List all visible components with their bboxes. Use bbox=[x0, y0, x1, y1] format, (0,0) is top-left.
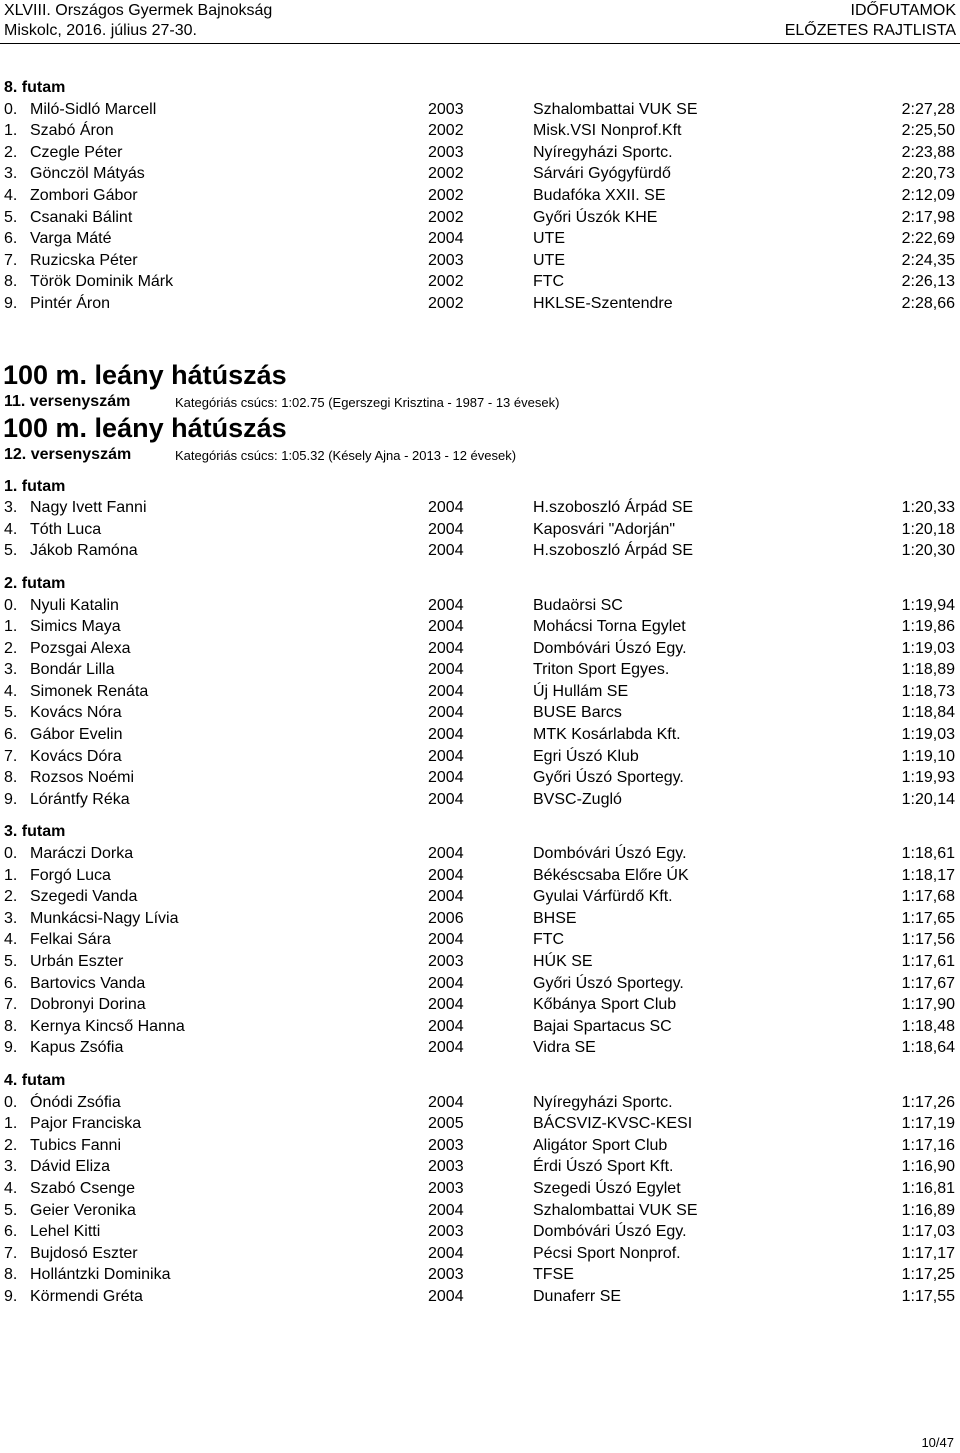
entry-time: 1:18,64 bbox=[901, 1039, 955, 1057]
table-row bbox=[0, 1243, 960, 1265]
table-row bbox=[0, 185, 960, 207]
venue-date: Miskolc, 2016. július 27-30. bbox=[4, 22, 197, 39]
birth-year: 2004 bbox=[428, 769, 464, 787]
lane-number: 1. bbox=[4, 1115, 18, 1133]
lane-number: 7. bbox=[4, 251, 18, 269]
swimmer-name: Zombori Gábor bbox=[30, 186, 138, 204]
birth-year: 2002 bbox=[428, 208, 464, 226]
lane-number: 0. bbox=[4, 596, 18, 614]
championship-title: XLVIII. Országos Gyermek Bajnokság bbox=[4, 2, 273, 19]
event-subtitle bbox=[0, 444, 960, 465]
lane-number: 3. bbox=[4, 661, 18, 679]
lane-number: 4. bbox=[4, 520, 18, 538]
lane-number: 9. bbox=[4, 790, 18, 808]
club-name: Vidra SE bbox=[533, 1039, 596, 1057]
table-row bbox=[0, 1135, 960, 1157]
event-title: 100 m. leány hátúszás bbox=[3, 359, 287, 390]
lane-number: 5. bbox=[4, 1201, 18, 1219]
entry-time: 1:17,67 bbox=[901, 974, 955, 992]
table-row bbox=[0, 1221, 960, 1243]
lane-number: 5. bbox=[4, 542, 18, 560]
birth-year: 2002 bbox=[428, 122, 464, 140]
entry-time: 1:17,26 bbox=[901, 1093, 955, 1111]
swimmer-name: Kapus Zsófia bbox=[30, 1039, 124, 1057]
lane-number: 0. bbox=[4, 1093, 18, 1111]
swimmer-name: Munkácsi-Nagy Lívia bbox=[30, 909, 179, 927]
table-row bbox=[0, 789, 960, 811]
birth-year: 2003 bbox=[428, 1266, 464, 1284]
swimmer-name: Körmendi Gréta bbox=[30, 1287, 143, 1305]
club-name: Győri Úszó Sportegy. bbox=[533, 974, 684, 992]
table-row bbox=[0, 767, 960, 789]
table-row bbox=[0, 843, 960, 865]
entry-time: 1:16,81 bbox=[901, 1179, 955, 1197]
birth-year: 2006 bbox=[428, 909, 464, 927]
birth-year: 2002 bbox=[428, 273, 464, 291]
birth-year: 2002 bbox=[428, 186, 464, 204]
club-name: Budafóka XXII. SE bbox=[533, 186, 666, 204]
lane-number: 5. bbox=[4, 208, 18, 226]
entry-time: 1:18,17 bbox=[901, 866, 955, 884]
heat-title: 8. futam bbox=[4, 79, 66, 96]
lane-number: 0. bbox=[4, 100, 18, 118]
entry-time: 1:20,33 bbox=[901, 499, 955, 517]
club-name: Dombóvári Úszó Egy. bbox=[533, 639, 687, 657]
lane-number: 6. bbox=[4, 230, 18, 248]
table-row bbox=[0, 250, 960, 272]
club-name: Kaposvári "Adorján" bbox=[533, 520, 676, 538]
entry-time: 2:23,88 bbox=[901, 143, 955, 161]
club-name: Pécsi Sport Nonprof. bbox=[533, 1244, 681, 1262]
entry-time: 1:16,90 bbox=[901, 1158, 955, 1176]
lane-number: 4. bbox=[4, 682, 18, 700]
table-row bbox=[0, 293, 960, 315]
entry-time: 2:17,98 bbox=[901, 208, 955, 226]
lane-number: 7. bbox=[4, 996, 18, 1014]
entry-time: 2:20,73 bbox=[901, 165, 955, 183]
lane-number: 5. bbox=[4, 953, 18, 970]
birth-year: 2004 bbox=[428, 230, 464, 248]
swimmer-name: Rozsos Noémi bbox=[30, 769, 135, 787]
event-number: 12. versenyszám bbox=[4, 445, 132, 463]
birth-year: 2003 bbox=[428, 1179, 464, 1197]
entry-time: 1:18,48 bbox=[901, 1017, 955, 1035]
entry-time: 1:19,86 bbox=[901, 618, 955, 636]
swimmer-name: Kovács Nóra bbox=[30, 704, 122, 722]
lane-number: 3. bbox=[4, 165, 18, 183]
table-row bbox=[0, 886, 960, 908]
table-row bbox=[0, 994, 960, 1016]
entry-time: 1:17,19 bbox=[901, 1115, 955, 1133]
club-name: BVSC-Zugló bbox=[533, 790, 622, 808]
swimmer-name: Kovács Dóra bbox=[30, 747, 122, 765]
swimmer-name: Dobronyi Dorina bbox=[30, 996, 146, 1014]
entry-time: 1:19,03 bbox=[901, 639, 955, 657]
swimmer-name: Hollántzki Dominika bbox=[30, 1266, 171, 1284]
entry-time: 1:20,30 bbox=[901, 542, 955, 560]
heat-title: 3. futam bbox=[4, 823, 66, 841]
birth-year: 2004 bbox=[428, 520, 464, 538]
table-row bbox=[0, 746, 960, 768]
lane-number: 2. bbox=[4, 143, 18, 161]
table-row bbox=[0, 681, 960, 703]
swimmer-name: Varga Máté bbox=[30, 230, 112, 248]
entry-time: 1:16,89 bbox=[901, 1201, 955, 1219]
table-row bbox=[0, 973, 960, 995]
entry-time: 2:25,50 bbox=[901, 122, 955, 140]
swimmer-name: Simics Maya bbox=[30, 618, 121, 636]
entry-time: 2:22,69 bbox=[901, 230, 955, 248]
birth-year: 2004 bbox=[428, 1287, 464, 1305]
club-name: UTE bbox=[533, 230, 565, 248]
lane-number: 9. bbox=[4, 294, 18, 312]
table-row bbox=[0, 951, 960, 973]
club-name: Dombóvári Úszó Egy. bbox=[533, 845, 687, 863]
table-row bbox=[0, 519, 960, 541]
swimmer-name: Ruzicska Péter bbox=[30, 251, 138, 269]
club-name: HÚK SE bbox=[533, 953, 593, 970]
birth-year: 2004 bbox=[428, 996, 464, 1014]
swimmer-name: Felkai Sára bbox=[30, 931, 111, 949]
lane-number: 8. bbox=[4, 1017, 18, 1035]
swimmer-name: Pajor Franciska bbox=[30, 1115, 142, 1133]
swimmer-name: Szabó Áron bbox=[30, 122, 114, 140]
club-name: Kőbánya Sport Club bbox=[533, 996, 677, 1014]
club-name: Nyíregyházi Sportc. bbox=[533, 1093, 673, 1111]
lane-number: 1. bbox=[4, 122, 18, 140]
entry-time: 1:20,14 bbox=[901, 790, 955, 808]
lane-number: 9. bbox=[4, 1287, 18, 1305]
entry-time: 1:17,61 bbox=[901, 953, 955, 970]
lane-number: 3. bbox=[4, 909, 18, 927]
swimmer-name: Kernya Kincső Hanna bbox=[30, 1017, 185, 1035]
entry-time: 1:19,93 bbox=[901, 769, 955, 787]
entry-time: 1:18,84 bbox=[901, 704, 955, 722]
entry-time: 1:19,10 bbox=[901, 747, 955, 765]
table-row bbox=[0, 99, 960, 121]
table-row bbox=[0, 1092, 960, 1114]
entry-time: 1:17,68 bbox=[901, 888, 955, 906]
lane-number: 6. bbox=[4, 726, 18, 744]
table-row bbox=[0, 228, 960, 250]
table-row bbox=[0, 1037, 960, 1059]
table-row bbox=[0, 659, 960, 681]
birth-year: 2004 bbox=[428, 596, 464, 614]
club-name: BUSE Barcs bbox=[533, 704, 622, 722]
swimmer-name: Bondár Lilla bbox=[30, 661, 115, 679]
table-row bbox=[0, 595, 960, 617]
page-number: 10/47 bbox=[921, 1435, 954, 1450]
birth-year: 2004 bbox=[428, 931, 464, 949]
event-header bbox=[0, 412, 960, 465]
birth-year: 2005 bbox=[428, 1115, 464, 1133]
table-row bbox=[0, 142, 960, 164]
birth-year: 2002 bbox=[428, 165, 464, 183]
event-header bbox=[0, 359, 960, 412]
birth-year: 2004 bbox=[428, 639, 464, 657]
lane-number: 4. bbox=[4, 1179, 18, 1197]
lane-number: 8. bbox=[4, 769, 18, 787]
birth-year: 2004 bbox=[428, 866, 464, 884]
club-name: Győri Úszó Sportegy. bbox=[533, 769, 684, 787]
entry-time: 1:18,89 bbox=[901, 661, 955, 679]
birth-year: 2004 bbox=[428, 618, 464, 636]
lane-number: 6. bbox=[4, 1223, 18, 1241]
entry-time: 1:17,17 bbox=[901, 1244, 955, 1262]
lane-number: 2. bbox=[4, 1136, 18, 1154]
club-name: FTC bbox=[533, 273, 565, 291]
club-name: FTC bbox=[533, 931, 565, 949]
entry-time: 2:24,35 bbox=[901, 251, 955, 269]
birth-year: 2004 bbox=[428, 1039, 464, 1057]
club-name: HKLSE-Szentendre bbox=[533, 294, 673, 312]
table-row bbox=[0, 929, 960, 951]
swimmer-name: Csanaki Bálint bbox=[30, 208, 133, 226]
heat-title: 4. futam bbox=[4, 1071, 66, 1089]
club-name: BÁCSVIZ-KVSC-KESI bbox=[533, 1115, 693, 1133]
swimmer-name: Szegedi Vanda bbox=[30, 888, 138, 906]
swimmer-name: Pozsgai Alexa bbox=[30, 639, 131, 657]
club-name: Békéscsaba Előre ÚK bbox=[533, 866, 689, 884]
birth-year: 2004 bbox=[428, 747, 464, 765]
birth-year: 2004 bbox=[428, 661, 464, 679]
swimmer-name: Urbán Eszter bbox=[30, 953, 124, 970]
birth-year: 2003 bbox=[428, 953, 464, 970]
table-row bbox=[0, 271, 960, 293]
club-name: Szegedi Úszó Egylet bbox=[533, 1179, 681, 1197]
entry-time: 1:17,25 bbox=[901, 1266, 955, 1284]
birth-year: 2003 bbox=[428, 1223, 464, 1241]
table-row bbox=[0, 865, 960, 887]
swimmer-name: Miló-Sidló Marcell bbox=[30, 100, 157, 118]
table-row bbox=[0, 638, 960, 660]
entry-time: 1:17,90 bbox=[901, 996, 955, 1014]
swimmer-name: Gábor Evelin bbox=[30, 726, 123, 744]
swimmer-name: Nagy Ivett Fanni bbox=[30, 499, 147, 517]
entry-time: 1:17,03 bbox=[901, 1223, 955, 1241]
entry-time: 1:20,18 bbox=[901, 520, 955, 538]
entry-time: 1:18,73 bbox=[901, 682, 955, 700]
heat-title: 2. futam bbox=[4, 574, 66, 592]
club-name: MTK Kosárlabda Kft. bbox=[533, 726, 681, 744]
lane-number: 5. bbox=[4, 704, 18, 722]
document-subtype: ELŐZETES RAJTLISTA bbox=[784, 22, 956, 39]
club-name: UTE bbox=[533, 251, 565, 269]
swimmer-name: Szabó Csenge bbox=[30, 1179, 135, 1197]
swimmer-name: Török Dominik Márk bbox=[30, 273, 174, 291]
club-name: Egri Úszó Klub bbox=[533, 747, 639, 765]
birth-year: 2004 bbox=[428, 682, 464, 700]
swimmer-name: Bujdosó Eszter bbox=[30, 1244, 138, 1262]
swimmer-name: Maráczi Dorka bbox=[30, 845, 134, 863]
swimmer-name: Bartovics Vanda bbox=[30, 974, 146, 992]
swimmer-name: Simonek Renáta bbox=[30, 682, 149, 700]
birth-year: 2004 bbox=[428, 790, 464, 808]
heat-block bbox=[0, 77, 960, 315]
birth-year: 2003 bbox=[428, 251, 464, 269]
heat-title: 1. futam bbox=[4, 477, 66, 495]
entry-time: 2:26,13 bbox=[901, 273, 955, 291]
birth-year: 2003 bbox=[428, 143, 464, 161]
lane-number: 2. bbox=[4, 639, 18, 657]
birth-year: 2003 bbox=[428, 1158, 464, 1176]
club-name: Mohácsi Torna Egylet bbox=[533, 618, 686, 636]
club-name: Gyulai Várfürdő Kft. bbox=[533, 888, 673, 906]
club-name: Aligátor Sport Club bbox=[533, 1136, 668, 1154]
club-name: Győri Úszók KHE bbox=[533, 208, 658, 226]
lane-number: 3. bbox=[4, 499, 18, 517]
lane-number: 4. bbox=[4, 931, 18, 949]
table-row bbox=[0, 1286, 960, 1308]
entry-time: 1:19,03 bbox=[901, 726, 955, 744]
birth-year: 2004 bbox=[428, 1017, 464, 1035]
swimmer-name: Tóth Luca bbox=[30, 520, 102, 538]
birth-year: 2002 bbox=[428, 294, 464, 312]
birth-year: 2004 bbox=[428, 726, 464, 744]
club-name: TFSE bbox=[533, 1266, 574, 1284]
table-row bbox=[0, 163, 960, 185]
lane-number: 0. bbox=[4, 845, 18, 863]
event-title: 100 m. leány hátúszás bbox=[3, 412, 287, 443]
table-row bbox=[0, 908, 960, 930]
swimmer-name: Forgó Luca bbox=[30, 866, 111, 884]
birth-year: 2004 bbox=[428, 499, 464, 517]
table-row bbox=[0, 207, 960, 229]
lane-number: 4. bbox=[4, 186, 18, 204]
table-row bbox=[0, 540, 960, 562]
birth-year: 2003 bbox=[428, 100, 464, 118]
lane-number: 1. bbox=[4, 866, 18, 884]
club-name: Misk.VSI Nonprof.Kft bbox=[533, 122, 682, 140]
entry-time: 1:17,55 bbox=[901, 1287, 955, 1305]
swimmer-name: Nyuli Katalin bbox=[30, 596, 119, 614]
swimmer-name: Czegle Péter bbox=[30, 143, 123, 161]
table-row bbox=[0, 702, 960, 724]
entry-time: 1:17,65 bbox=[901, 909, 955, 927]
table-row bbox=[0, 1200, 960, 1222]
swimmer-name: Jákob Ramóna bbox=[30, 542, 138, 560]
start-list-content bbox=[0, 77, 960, 1308]
swimmer-name: Gönczöl Mátyás bbox=[30, 165, 145, 183]
birth-year: 2003 bbox=[428, 1136, 464, 1154]
table-row bbox=[0, 1113, 960, 1135]
lane-number: 8. bbox=[4, 273, 18, 291]
table-row bbox=[0, 120, 960, 142]
birth-year: 2004 bbox=[428, 1201, 464, 1219]
club-name: H.szoboszló Árpád SE bbox=[533, 499, 694, 517]
swimmer-name: Geier Veronika bbox=[30, 1201, 136, 1219]
page-header bbox=[0, 0, 960, 44]
heat-block bbox=[0, 573, 960, 811]
entry-time: 1:17,16 bbox=[901, 1136, 955, 1154]
birth-year: 2004 bbox=[428, 704, 464, 722]
lane-number: 2. bbox=[4, 888, 18, 906]
lane-number: 9. bbox=[4, 1039, 18, 1057]
table-row bbox=[0, 497, 960, 519]
club-name: Új Hullám SE bbox=[533, 682, 629, 700]
swimmer-name: Lehel Kitti bbox=[30, 1223, 101, 1241]
club-name: Bajai Spartacus SC bbox=[533, 1017, 672, 1035]
club-name: Szhalombattai VUK SE bbox=[533, 1201, 698, 1219]
club-name: Szhalombattai VUK SE bbox=[533, 100, 698, 118]
club-name: Sárvári Gyógyfürdő bbox=[533, 165, 671, 183]
club-name: Nyíregyházi Sportc. bbox=[533, 143, 673, 161]
swimmer-name: Dávid Eliza bbox=[30, 1158, 111, 1176]
swimmer-name: Lórántfy Réka bbox=[30, 790, 130, 808]
event-subtitle bbox=[0, 391, 960, 412]
club-name: BHSE bbox=[533, 909, 577, 927]
birth-year: 2004 bbox=[428, 1244, 464, 1262]
heat-block bbox=[0, 476, 960, 562]
lane-number: 6. bbox=[4, 974, 18, 992]
swimmer-name: Tubics Fanni bbox=[30, 1136, 121, 1154]
birth-year: 2004 bbox=[428, 845, 464, 863]
header-divider bbox=[0, 43, 960, 44]
table-row bbox=[0, 616, 960, 638]
club-name: Dunaferr SE bbox=[533, 1287, 622, 1305]
lane-number: 8. bbox=[4, 1266, 18, 1284]
entry-time: 1:17,56 bbox=[901, 931, 955, 949]
lane-number: 7. bbox=[4, 747, 18, 765]
swimmer-name: Pintér Áron bbox=[30, 294, 111, 312]
club-name: Dombóvári Úszó Egy. bbox=[533, 1223, 687, 1241]
table-row bbox=[0, 1156, 960, 1178]
swimmer-name: Ónódi Zsófia bbox=[30, 1093, 121, 1111]
category-record: Kategóriás csúcs: 1:02.75 (Egerszegi Krisztina - 1987 - 13 évesek) bbox=[175, 394, 560, 410]
event-number: 11. versenyszám bbox=[4, 392, 131, 410]
lane-number: 7. bbox=[4, 1244, 18, 1262]
club-name: H.szoboszló Árpád SE bbox=[533, 542, 694, 560]
club-name: Triton Sport Egyes. bbox=[533, 661, 670, 679]
birth-year: 2004 bbox=[428, 1093, 464, 1111]
lane-number: 3. bbox=[4, 1158, 18, 1176]
entry-time: 2:12,09 bbox=[901, 186, 955, 204]
heat-block bbox=[0, 1070, 960, 1308]
birth-year: 2004 bbox=[428, 542, 464, 560]
table-row bbox=[0, 1178, 960, 1200]
entry-time: 2:28,66 bbox=[901, 294, 955, 312]
table-row bbox=[0, 724, 960, 746]
club-name: Budaörsi SC bbox=[533, 596, 623, 614]
table-row bbox=[0, 1016, 960, 1038]
category-record: Kategóriás csúcs: 1:05.32 (Késely Ajna - 2013 - 12 évesek) bbox=[175, 447, 517, 463]
lane-number: 1. bbox=[4, 618, 18, 636]
entry-time: 1:19,94 bbox=[901, 596, 955, 614]
entry-time: 1:18,61 bbox=[901, 845, 955, 863]
table-row bbox=[0, 1264, 960, 1286]
entry-time: 2:27,28 bbox=[901, 100, 955, 118]
heat-block bbox=[0, 821, 960, 1059]
document-type: IDŐFUTAMOK bbox=[850, 2, 956, 19]
birth-year: 2004 bbox=[428, 888, 464, 906]
birth-year: 2004 bbox=[428, 974, 464, 992]
club-name: Érdi Úszó Sport Kft. bbox=[533, 1158, 674, 1176]
